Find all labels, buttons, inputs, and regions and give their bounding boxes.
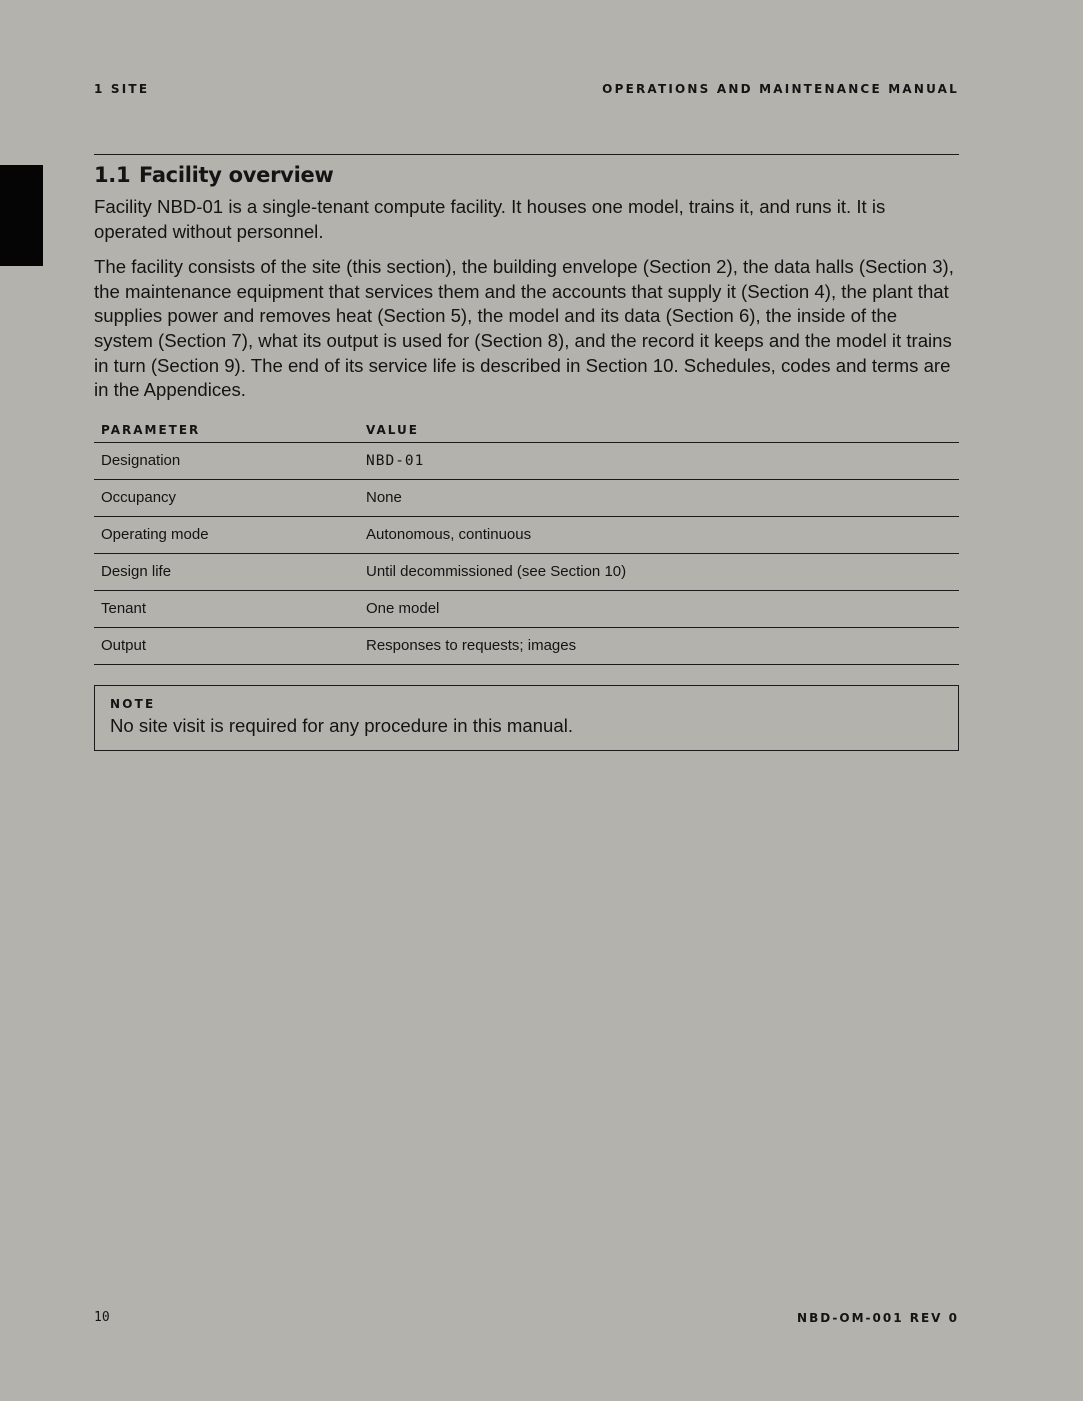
header-section: 1 SITE bbox=[94, 82, 150, 96]
value-cell: Until decommissioned (see Section 10) bbox=[359, 553, 959, 590]
table-row bbox=[94, 442, 959, 479]
section-rule bbox=[94, 154, 959, 155]
section-number: 1.1 bbox=[94, 163, 131, 187]
parameter-cell: Designation bbox=[94, 442, 359, 479]
value-cell: NBD-01 bbox=[359, 442, 959, 479]
table-row bbox=[94, 516, 959, 553]
running-header bbox=[94, 82, 959, 96]
column-header-parameter: PARAMETER bbox=[94, 418, 359, 443]
page-footer bbox=[94, 1310, 959, 1325]
value-cell: One model bbox=[359, 590, 959, 627]
note-text: No site visit is required for any procedure in this manual. bbox=[110, 714, 573, 736]
page-content bbox=[94, 154, 959, 751]
table-row bbox=[94, 553, 959, 590]
value-cell: Autonomous, continuous bbox=[359, 516, 959, 553]
note-box bbox=[94, 685, 959, 751]
parameter-cell: Design life bbox=[94, 553, 359, 590]
header-manual-title: OPERATIONS AND MAINTENANCE MANUAL bbox=[602, 82, 959, 96]
document-id: NBD-OM-001 REV 0 bbox=[797, 1310, 959, 1325]
table-header-row bbox=[94, 418, 959, 443]
section-tab-marker bbox=[0, 165, 43, 266]
value-cell: Responses to requests; images bbox=[359, 627, 959, 664]
column-header-value: VALUE bbox=[359, 418, 959, 443]
page-number: 10 bbox=[94, 1310, 110, 1325]
section-title: Facility overview bbox=[139, 163, 334, 187]
table-row bbox=[94, 590, 959, 627]
table-row bbox=[94, 479, 959, 516]
parameter-cell: Output bbox=[94, 627, 359, 664]
note-label: NOTE bbox=[110, 696, 156, 711]
parameter-table bbox=[94, 418, 959, 665]
value-cell: None bbox=[359, 479, 959, 516]
parameter-cell: Tenant bbox=[94, 590, 359, 627]
intro-paragraph: Facility NBD-01 is a single-tenant compute facility. It houses one model, trains it, and runs it. It is operated without personnel. bbox=[94, 196, 886, 242]
table-row bbox=[94, 627, 959, 664]
scope-paragraph: The facility consists of the site (this section), the building envelope (Section 2), the data halls (Section 3), the maintenance equipment that services them and the accounts that supply it (Section 4), the plant that supplies power and removes heat (Section 5), the model and its data (Section 6), the inside of the system (Section 7), what its output is used for (Section 8), and the record it keeps and the model it trains in turn (Section 9). The end of its service life is described in Section 10. Schedules, codes and terms are in the Appendices. bbox=[94, 256, 954, 401]
parameter-cell: Occupancy bbox=[94, 479, 359, 516]
section-heading bbox=[94, 163, 959, 187]
parameter-cell: Operating mode bbox=[94, 516, 359, 553]
